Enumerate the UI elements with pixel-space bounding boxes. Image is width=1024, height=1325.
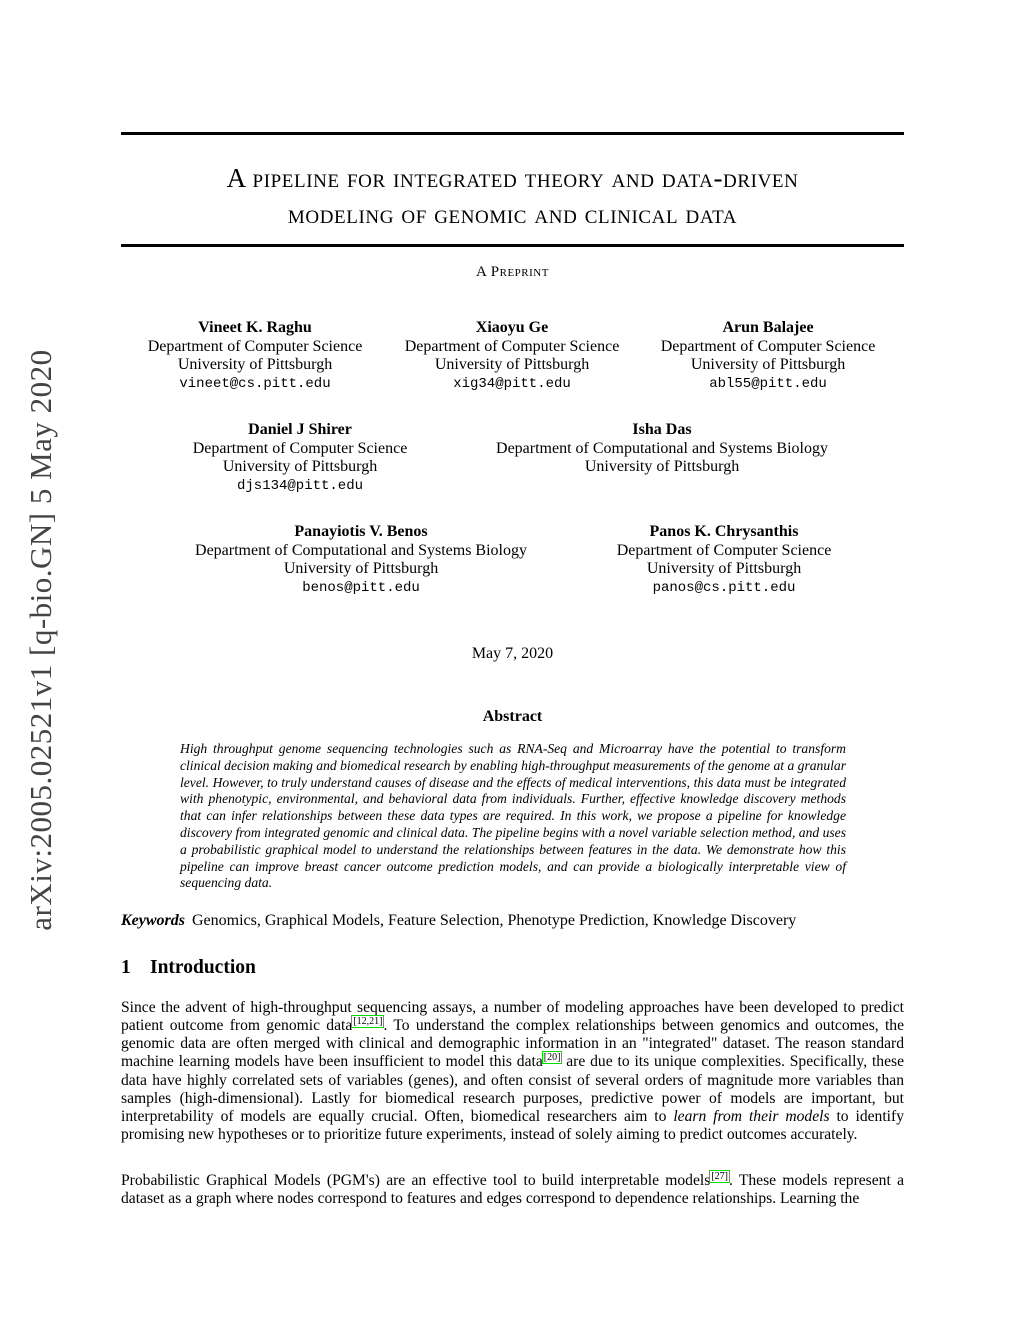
author-email[interactable]: vineet@cs.pitt.edu bbox=[179, 375, 331, 392]
paragraph-text: are due to its unique complexities. Specifically, these data have highly correlated sets of variables (genes), and often consist of several orders of magnitude more variables than samples (high-dimensional). Lastly for biomedical research purposes, predictive power of models are important, but interpretability of models are equally crucial. Often, biomedical researchers aim to bbox=[121, 1053, 904, 1125]
title-line-2: modeling of genomic and clinical data bbox=[287, 199, 738, 229]
preprint-label: A Preprint bbox=[476, 264, 549, 280]
author-university: University of Pittsburgh bbox=[646, 560, 802, 577]
author-department: Department of Computational and Systems Biology bbox=[195, 541, 527, 559]
title-line-1: A pipeline for integrated theory and data-driven bbox=[226, 163, 799, 193]
citation-link[interactable]: [12,21] bbox=[353, 1015, 383, 1027]
author-email[interactable]: panos@cs.pitt.edu bbox=[652, 579, 796, 596]
author-university: University of Pittsburgh bbox=[283, 560, 439, 577]
author-name: Xiaoyu Ge bbox=[475, 319, 549, 336]
keywords-text: Genomics, Graphical Models, Feature Selection, Phenotype Prediction, Knowledge Discovery bbox=[192, 912, 797, 929]
author-block bbox=[193, 421, 408, 495]
author-department: Department of Computer Science bbox=[660, 337, 876, 355]
paper-title bbox=[121, 160, 904, 232]
author-name: Panos K. Chrysanthis bbox=[649, 523, 799, 540]
author-email[interactable]: abl55@pitt.edu bbox=[709, 375, 827, 392]
title-bottom-rule bbox=[121, 244, 904, 247]
author-university: University of Pittsburgh bbox=[177, 356, 333, 373]
author-name: Vineet K. Raghu bbox=[198, 319, 312, 336]
author-block bbox=[496, 421, 828, 477]
author-block bbox=[405, 319, 620, 393]
author-department: Department of Computer Science bbox=[404, 337, 620, 355]
keywords-line bbox=[121, 912, 904, 930]
author-university: University of Pittsburgh bbox=[222, 458, 378, 475]
author-name: Isha Das bbox=[632, 421, 692, 438]
author-block bbox=[617, 523, 832, 597]
author-email[interactable]: xig34@pitt.edu bbox=[453, 375, 571, 392]
paragraph-text: Since the advent of high-throughput sequencing assays, a number of modeling approaches have been developed to predict patient outcome from genomic data bbox=[121, 999, 904, 1035]
author-block bbox=[148, 319, 363, 393]
paragraph-text: Probabilistic Graphical Models (PGM's) are an effective tool to build interpretable models bbox=[121, 1172, 711, 1189]
intro-paragraph-2 bbox=[121, 1172, 904, 1208]
author-email[interactable]: benos@pitt.edu bbox=[302, 579, 420, 596]
keywords-label: Keywords bbox=[121, 912, 185, 929]
author-email[interactable]: djs134@pitt.edu bbox=[236, 477, 364, 494]
author-block bbox=[661, 319, 876, 393]
publication-date: May 7, 2020 bbox=[471, 645, 554, 662]
citation-link[interactable]: [27] bbox=[711, 1170, 728, 1182]
arxiv-stamp-text: arXiv:2005.02521v1 [q-bio.GN] 5 May 2020 bbox=[23, 349, 58, 931]
author-block bbox=[195, 523, 527, 597]
author-department: Department of Computer Science bbox=[616, 541, 832, 559]
abstract-heading: Abstract bbox=[482, 708, 543, 725]
intro-paragraph-1 bbox=[121, 999, 904, 1144]
paragraph-text: . These models represent a dataset as a graph where nodes correspond to features and edges correspond to dependence relationships. Learning the bbox=[121, 1172, 904, 1208]
paragraph-text: to identify promising new hypotheses or to prioritize future experiments, instead of solely aiming to predict outcomes accurately. bbox=[121, 1107, 904, 1144]
section-title: Introduction bbox=[150, 957, 256, 978]
author-department: Department of Computer Science bbox=[147, 337, 363, 355]
author-department: Department of Computational and Systems Biology bbox=[496, 439, 828, 457]
title-top-rule bbox=[121, 132, 904, 135]
author-name: Daniel J Shirer bbox=[248, 421, 352, 438]
section-heading-introduction bbox=[121, 957, 256, 979]
author-university: University of Pittsburgh bbox=[690, 356, 846, 373]
citation-link[interactable]: [20] bbox=[543, 1052, 561, 1064]
author-name: Panayiotis V. Benos bbox=[294, 523, 428, 540]
abstract-body: High throughput genome sequencing technologies such as RNA-Seq and Microarray have the potential to transform clinical decision making and biomedical research by enabling high-throughput measurements of the genome at a granular level. However, to truly understand causes of disease and the effects of medical interventions, this data must be integrated with phenotypic, environmental, and behavioral data from individuals. Further, effective knowledge discovery methods that can infer relationships between these data types are required. In this work, we propose a pipeline for knowledge discovery from integrated genomic and clinical data. The pipeline begins with a novel variable selection method, and uses a probabilistic graphical model to understand the relationships between features in the data. We demonstrate how this pipeline can improve breast cancer outcome prediction models, and can provide a biologically interpretable view of sequencing data. bbox=[180, 741, 846, 891]
author-department: Department of Computer Science bbox=[192, 439, 408, 457]
paragraph-text: . To understand the complex relationships between genomics and outcomes, the genomic data are often merged with clinical and demographic information in an "integrated" dataset. The reason standard machine learning models have been insufficient to model this data bbox=[121, 1017, 905, 1071]
author-university: University of Pittsburgh bbox=[434, 356, 590, 373]
emphasized-text: learn from their models bbox=[673, 1107, 830, 1125]
author-name: Arun Balajee bbox=[722, 319, 814, 336]
author-university: University of Pittsburgh bbox=[584, 458, 740, 475]
section-number: 1 bbox=[121, 957, 131, 978]
